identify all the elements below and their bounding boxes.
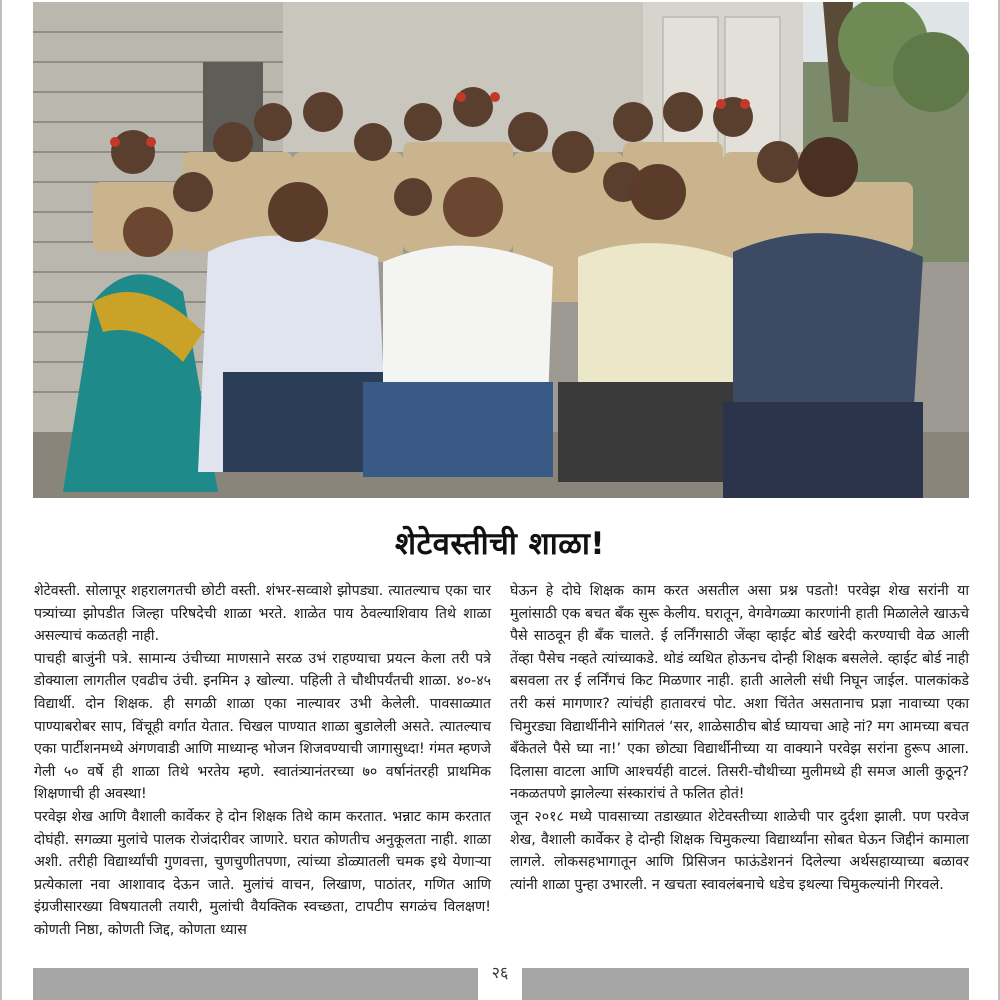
paragraph: शेटेवस्ती. सोलापूर शहरालगतची छोटी वस्ती. शंभर-सव्वाशे झोपड्या. त्यातल्याच एका चार पत्र्यांच्या झोपडीत जिल्हा परिषदेची शाळा भरते. शाळेत पाय ठेवल्याशिवाय तिथे शाळा असल्याचं कळतही नाही.: [34, 583, 491, 645]
paragraph: जून २०१८ मध्ये पावसाच्या तडाख्यात शेटेवस्तीच्या शाळेची पार दुर्दशा झाली. पण परवेज शेख, वैशाली कार्वेकर हे दोन्ही शिक्षक चिमुकल्या विद्यार्थ्यांना सोबत घेऊन जिद्दीनं कामाला लागले. लोकसहभागातून आणि प्रिसिजन फाऊंडेशननं दिलेल्या अर्थसहाय्याच्या बळावर त्यांनी शाळा पुन्हा उभारली. न खचता स्वावलंबनाचे धडेच इथल्या चिमुकल्यांनी गिरवले.: [510, 808, 969, 893]
paragraph: घेऊन हे दोघे शिक्षक काम करत असतील असा प्रश्न पडतो! परवेझ शेख सरांनी या मुलांसाठी एक बचत बँक सुरू केलीय. घरातून, वेगवेगळ्या कारणांनी हाती मिळालेले खाऊचे पैसे साठवून ही बँक चालते. ई लर्निंगसाठी जेंव्हा व्हाईट बोर्ड खरेदी करण्याची वेळ आली तेंव्हा पैसेच नव्हते त्यांच्याकडे. थोडं व्यथित होऊनच दोन्ही शिक्षक बसलेले. व्हाईट बोर्ड नाही बसवला तर ई लर्निंगचं किट मिळणार नाही. हाती आलेली संधी निघून जाईल. पालकांकडे तरी कसं मागणार? त्यांचंही हातावरचं पोट. अशा चिंतेत असतानाच प्रज्ञा नावाच्या एका चिमुरड्या विद्यार्थीनीने सांगितलं ‘सर, शाळेसाठीच बोर्ड घ्यायचा आहे नां? मग आमच्या बचत बँकेतले पैसे घ्या ना!’ एका छोट्या विद्यार्थीनीच्या या वाक्याने परवेझ सरांना हुरूप आला. दिलासा वाटला आणि आश्चर्यही वाटलं. तिसरी-चौथीच्या मुलीमध्ये ही समज आली कुठून? नकळतपणे झालेल्या संस्कारांचं ते फलित होतं!: [510, 583, 969, 803]
article-left-column: [34, 580, 491, 942]
page-number: २६: [478, 958, 522, 1000]
article-title: शेटेवस्तीची शाळा!: [394, 526, 606, 562]
group-photo-icon: [33, 2, 969, 498]
article-right-column: [510, 580, 969, 896]
page-border-left: [0, 0, 2, 1000]
group-photo: [33, 2, 969, 498]
paragraph: पाचही बाजुंनी पत्रे. सामान्य उंचीच्या माणसाने सरळ उभं राहण्याचा प्रयत्न केला तरी पत्रे डोक्याला लागतील एवढीच उंची. इनमिन ३ खोल्या. पहिली ते चौथीपर्यंतची शाळा. ४०-४५ विद्यार्थी. दोन शिक्षक. ही सगळी शाळा एका नाल्यावर उभी केलेली. पावसाळ्यात पाण्याबरोबर साप, विंचूही वर्गात येतात. चिखल पाण्यात शाळा बुडालेली असते. त्यातल्याच एका पार्टीशनमध्ये अंगणवाडी आणि माध्यान्ह भोजन शिजवण्याची जागासुध्दा! गंमत म्हणजे गेली ५० वर्षे ही शाळा तिथे भरतेय म्हणे. स्वातंत्र्यानंतरच्या ७० वर्षानंतरही प्राथमिक शिक्षणाची ही अवस्था!: [34, 650, 491, 803]
paragraph: परवेझ शेख आणि वैशाली कार्वेकर हे दोन शिक्षक तिथे काम करतात. भन्नाट काम करतात दोघंही. सगळ्या मुलांचे पालक रोजंदारीवर जाणारे. घरात कोणतीच अनुकूलता नाही. शाळा अशी. तरीही विद्यार्थ्यांची गुणवत्ता, चुणचुणीतपणा, त्यांच्या डोळ्यातली चमक इथे येणाऱ्या प्रत्येकाला नवा आशावाद देऊन जाते. मुलांचं वाचन, लिखाण, पाठांतर, गणित आणि इंग्रजीसारख्या विषयातली तयारी, मुलांची वैयक्तिक स्वच्छता, टापटीप सगळंच विलक्षण! कोणती निष्ठा, कोणती जिद्द, कोणता ध्यास: [34, 808, 491, 938]
